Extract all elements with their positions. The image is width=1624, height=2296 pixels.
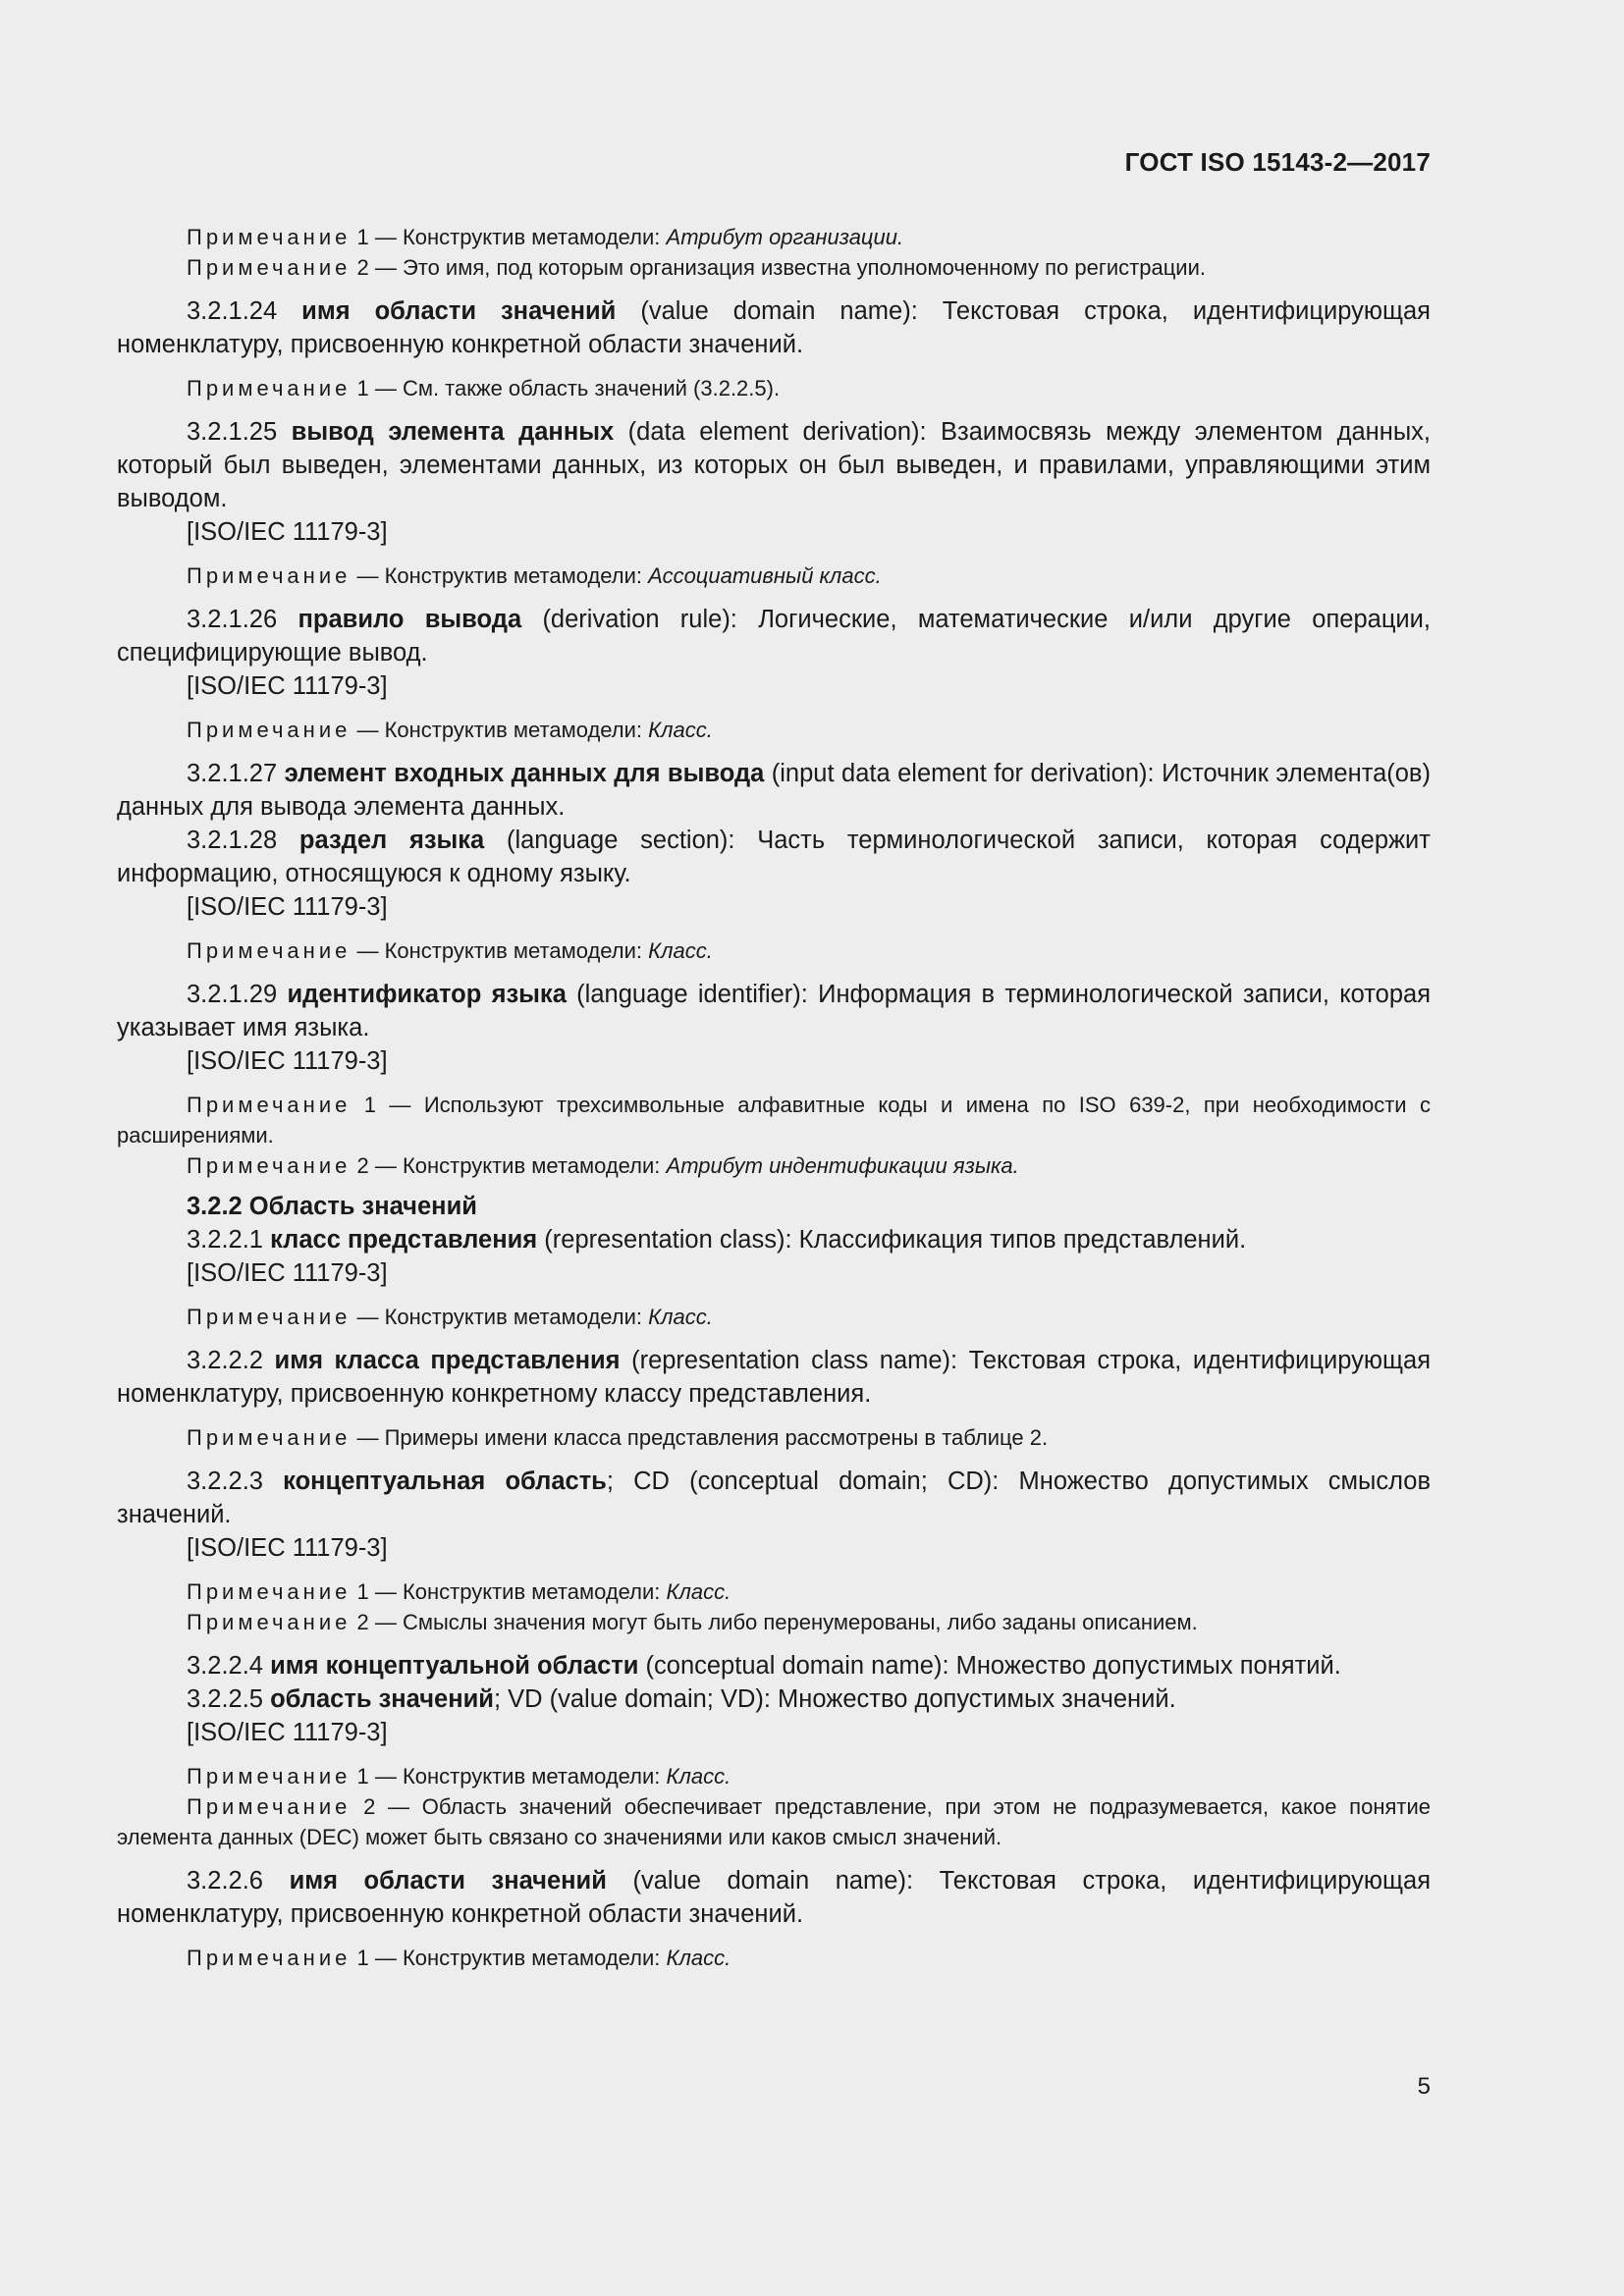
term-definition: (value domain name): Текстовая строка, идентифицирующая номенклатуру, присвоенную конкретной области значений.: [117, 1867, 1431, 1928]
term-number: 3.2.1.28: [187, 827, 278, 854]
term-name: идентификатор языка: [287, 981, 567, 1008]
term-entry: [117, 1649, 1431, 1682]
note-number: 1: [356, 1764, 369, 1789]
note: [117, 1576, 1431, 1607]
note-number: 2: [363, 1794, 376, 1819]
term-definition: (language section): Часть терминологической записи, которая содержит информацию, относящуюся к одному языку.: [117, 827, 1431, 887]
term-name: элемент входных данных для вывода: [284, 760, 765, 787]
term-number: 3.2.2.1: [187, 1226, 263, 1254]
note-text: — Конструктив метамодели:: [368, 1153, 667, 1178]
term-name: имя области значений: [289, 1867, 607, 1895]
term-entry: [117, 1344, 1431, 1411]
note-italic: Класс.: [648, 938, 713, 963]
term-number: 3.2.2.5: [187, 1685, 263, 1713]
note-label: Примечание: [187, 376, 352, 400]
note-number: 1: [356, 1946, 369, 1970]
note: [117, 222, 1431, 252]
note: [117, 561, 1431, 591]
note-label: Примечание: [187, 938, 352, 963]
term-entry: [117, 1465, 1431, 1531]
note-label: Примечание: [187, 1610, 352, 1634]
note: [117, 715, 1431, 745]
note-text: — Конструктив метамодели:: [368, 1764, 667, 1789]
term-number: 3.2.1.29: [187, 981, 278, 1008]
note-number: 1: [363, 1093, 377, 1117]
note-text: — Конструктив метамодели:: [351, 1305, 649, 1329]
note-text: — Это имя, под которым организация известна уполномоченному по регистрации.: [368, 255, 1206, 280]
term-name: вывод элемента данных: [291, 418, 615, 446]
note-text: — См. также область значений (3.2.2.5).: [368, 376, 781, 400]
note-number: 2: [356, 1153, 369, 1178]
note: [117, 935, 1431, 966]
term-number: 3.2.2.4: [187, 1652, 263, 1680]
term-definition: (derivation rule): Логические, математические и/или другие операции, специфицирующие вывод.: [117, 606, 1431, 667]
note-text: — Смыслы значения могут быть либо перенумерованы, либо заданы описанием.: [368, 1610, 1198, 1634]
page-number: 5: [1417, 2073, 1431, 2100]
note-number: 1: [356, 376, 369, 400]
note-label: Примечание: [187, 1153, 352, 1178]
term-name: область значений: [270, 1685, 494, 1713]
note-label: Примечание: [187, 563, 352, 588]
term-definition: ; VD (value domain; VD): Множество допустимых значений.: [493, 1685, 1176, 1713]
term-entry: [117, 1864, 1431, 1931]
term-definition: (value domain name): Текстовая строка, идентифицирующая номенклатуру, присвоенную конкретной области значений.: [117, 297, 1431, 358]
term-name: имя области значений: [301, 297, 617, 325]
term-definition: (representation class): Классификация типов представлений.: [537, 1226, 1247, 1254]
note-number: 1: [356, 225, 369, 249]
reference: [ISO/IEC 11179-3]: [187, 672, 388, 700]
term-name: имя класса представления: [274, 1347, 621, 1374]
note-text: — Область значений обеспечивает представление, при этом не подразумевается, какое понятие элемента данных (DEC) может быть связано со значениями или каков смысл значений.: [117, 1794, 1431, 1849]
note-italic: Класс.: [648, 1305, 713, 1329]
term-number: 3.2.1.25: [187, 418, 278, 446]
note: [117, 1761, 1431, 1791]
note-italic: Атрибут организации.: [666, 225, 904, 249]
note-italic: Класс.: [666, 1946, 731, 1970]
note-italic: Атрибут индентификации языка.: [666, 1153, 1019, 1178]
note: [117, 1422, 1431, 1453]
note-text: — Используют трехсимвольные алфавитные коды и имена по ISO 639-2, при необходимости с расширениями.: [117, 1093, 1431, 1148]
note-text: — Примеры имени класса представления рассмотрены в таблице 2.: [351, 1425, 1049, 1450]
note-italic: Класс.: [648, 718, 713, 742]
document-body: [117, 222, 1431, 1973]
note-label: Примечание: [187, 1093, 352, 1117]
note: [117, 1607, 1431, 1637]
term-number: 3.2.1.27: [187, 760, 278, 787]
note-label: Примечание: [187, 1794, 352, 1819]
term-number: 3.2.2.6: [187, 1867, 263, 1895]
term-name: раздел языка: [298, 827, 485, 854]
term-entry: [117, 1223, 1431, 1256]
term-number: 3.2.2.3: [187, 1468, 263, 1495]
reference: [ISO/IEC 11179-3]: [187, 1534, 388, 1562]
note-label: Примечание: [187, 225, 352, 249]
note-text: — Конструктив метамодели:: [368, 1579, 667, 1604]
note-label: Примечание: [187, 255, 352, 280]
note-text: — Конструктив метамодели:: [351, 563, 649, 588]
term-entry: [117, 978, 1431, 1044]
note-italic: Ассоциативный класс.: [648, 563, 882, 588]
note-text: — Конструктив метамодели:: [351, 718, 649, 742]
term-name: класс представления: [270, 1226, 538, 1254]
note: [117, 1791, 1431, 1852]
term-entry: [117, 1682, 1431, 1716]
term-definition: ; CD (conceptual domain; CD): Множество допустимых смыслов значений.: [117, 1468, 1431, 1528]
note-label: Примечание: [187, 1764, 352, 1789]
term-number: 3.2.2.2: [187, 1347, 263, 1374]
term-entry: [117, 294, 1431, 361]
term-entry: [117, 415, 1431, 515]
term-entry: [117, 603, 1431, 669]
note: [117, 252, 1431, 283]
document-header: ГОСТ ISO 15143-2—2017: [1124, 147, 1431, 177]
term-entry: [117, 824, 1431, 890]
note-label: Примечание: [187, 718, 352, 742]
note-text: — Конструктив метамодели:: [368, 1946, 667, 1970]
term-definition: (data element derivation): Взаимосвязь между элементом данных, который был выведен, элементами данных, из которых он был выведен, и правилами, управляющими этим выводом.: [117, 418, 1431, 512]
note-italic: Класс.: [666, 1579, 731, 1604]
note-label: Примечание: [187, 1946, 352, 1970]
note-label: Примечание: [187, 1425, 352, 1450]
term-definition: (representation class name): Текстовая строка, идентифицирующая номенклатуру, присвоенную конкретному классу представления.: [117, 1347, 1431, 1408]
reference: [ISO/IEC 11179-3]: [187, 518, 388, 546]
note: [117, 1090, 1431, 1150]
section-heading: 3.2.2 Область значений: [187, 1193, 477, 1220]
term-entry: [117, 757, 1431, 824]
term-definition: (language identifier): Информация в терминологической записи, которая указывает имя языка.: [117, 981, 1431, 1041]
note: [117, 1302, 1431, 1332]
reference: [ISO/IEC 11179-3]: [187, 893, 388, 921]
note: [117, 1943, 1431, 1973]
note: [117, 1150, 1431, 1181]
term-name: имя концептуальной области: [270, 1652, 639, 1680]
term-name: правило вывода: [298, 606, 522, 633]
term-name: концептуальная область: [283, 1468, 607, 1495]
term-definition: (conceptual domain name): Множество допустимых понятий.: [638, 1652, 1341, 1680]
note-number: 2: [356, 255, 369, 280]
note: [117, 373, 1431, 403]
note-number: 1: [356, 1579, 369, 1604]
reference: [ISO/IEC 11179-3]: [187, 1259, 388, 1287]
term-number: 3.2.1.24: [187, 297, 278, 325]
note-text: — Конструктив метамодели:: [368, 225, 667, 249]
note-italic: Класс.: [666, 1764, 731, 1789]
note-label: Примечание: [187, 1579, 352, 1604]
reference: [ISO/IEC 11179-3]: [187, 1719, 388, 1746]
note-label: Примечание: [187, 1305, 352, 1329]
reference: [ISO/IEC 11179-3]: [187, 1047, 388, 1075]
term-number: 3.2.1.26: [187, 606, 278, 633]
note-text: — Конструктив метамодели:: [351, 938, 649, 963]
term-definition: (input data element for derivation): Источник элемента(ов) данных для вывода элемента данных.: [117, 760, 1431, 821]
note-number: 2: [356, 1610, 369, 1634]
